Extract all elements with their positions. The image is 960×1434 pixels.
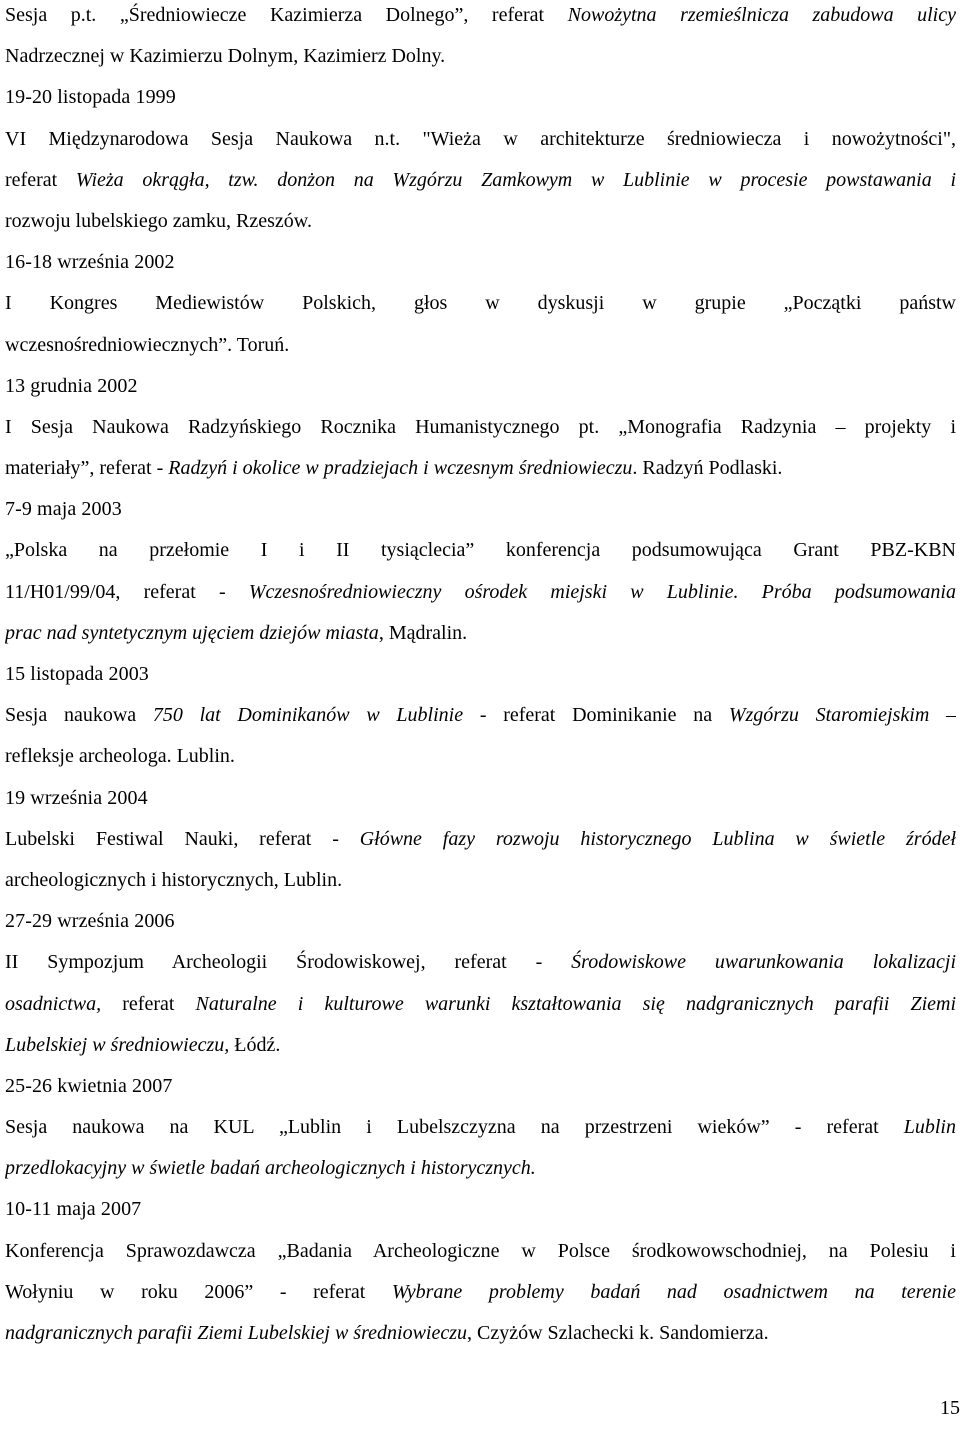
text-segment: materiały”, referat - [5, 457, 169, 480]
entry-line [5, 1107, 956, 1148]
text-segment: . Radzyń Podlaski. [632, 457, 783, 480]
text-segment: Lubelski Festiwal Nauki, referat - [5, 827, 360, 850]
text-segment: rozwoju lubelskiego zamku, Rzeszów. [5, 209, 312, 232]
italic-title-segment: prac nad syntetycznym ujęciem dziejów miasta [5, 621, 379, 644]
entry-date: 19-20 listopada 1999 [5, 86, 176, 109]
entry-line [5, 860, 956, 901]
entry-line [5, 0, 956, 36]
text-segment: Sesja naukowa na KUL „Lublin i Lubelszczyzna na przestrzeni wieków” - referat [5, 1116, 904, 1139]
italic-title-segment: Nowożytna rzemieślnicza zabudowa ulicy [567, 4, 956, 26]
text-segment: wczesnośredniowiecznych”. Toruń. [5, 333, 290, 356]
text-segment: , Czyżów Szlachecki k. Sandomierza. [467, 1322, 769, 1344]
conference-entry [5, 654, 956, 778]
entry-date: 13 grudnia 2002 [5, 374, 138, 397]
conference-entry [5, 1066, 956, 1190]
italic-title-segment: Wczesnośredniowieczny ośrodek miejski w Lublinie. Próba podsumowania [248, 580, 956, 603]
entry-line [5, 613, 956, 654]
entry-line [5, 201, 956, 242]
entry-line [5, 819, 956, 860]
italic-title-segment: Lublin [903, 1116, 956, 1139]
entry-date: 10-11 maja 2007 [5, 1198, 142, 1221]
entry-line [5, 36, 956, 77]
text-segment: I Sesja Naukowa Radzyńskiego Rocznika Humanistycznego pt. „Monografia Radzynia – projekty i [5, 415, 956, 438]
conference-entry [5, 489, 956, 654]
text-segment: refleksje archeologa. Lublin. [5, 745, 235, 768]
entry-date: 27-29 września 2006 [5, 910, 175, 933]
entry-line [5, 1313, 956, 1354]
text-segment: Sesja naukowa [5, 704, 153, 727]
italic-title-segment: Wzgórzu Staromiejskim – [728, 704, 956, 727]
italic-title-segment: Wybrane problemy badań nad osadnictwem na terenie [391, 1280, 956, 1303]
text-segment: referat [101, 992, 196, 1015]
italic-title-segment: Radzyń i okolice w pradziejach i wczesnym średniowieczu [168, 457, 633, 480]
text-segment: Łódź. [229, 1033, 281, 1056]
entry-date: 16-18 września 2002 [5, 251, 175, 274]
italic-title-segment: nadgranicznych parafii Ziemi Lubelskiej w średniowieczu [5, 1322, 468, 1344]
italic-title-segment: Naturalne i kulturowe warunki kształtowania się nadgranicznych parafii Ziemi [195, 992, 956, 1015]
entry-line [5, 119, 956, 160]
entry-line [5, 736, 956, 777]
italic-title-segment: Główne fazy rozwoju historycznego Lublina w świetle źródeł [359, 827, 956, 850]
text-segment: 11/H01/99/04, referat - [5, 580, 249, 603]
text-segment: Nadrzecznej w Kazimierzu Dolnym, Kazimierz Dolny. [5, 45, 446, 68]
entry-line [5, 160, 956, 201]
entry-line [5, 283, 956, 324]
entry-line [5, 448, 956, 489]
text-segment: „Polska na przełomie I i II tysiąclecia” konferencja podsumowująca Grant PBZ-KBN [5, 539, 956, 562]
entry-line [5, 572, 956, 613]
conference-entry [5, 0, 956, 77]
conference-entry [5, 1189, 956, 1354]
italic-title-segment: 750 lat Dominikanów w Lublinie [152, 704, 464, 727]
entry-line [5, 530, 956, 571]
entry-line [5, 695, 956, 736]
text-segment: referat [5, 168, 76, 191]
entry-line [5, 1148, 956, 1189]
entry-date: 25-26 kwietnia 2007 [5, 1074, 173, 1097]
conference-entry [5, 901, 956, 1066]
conference-entry [5, 242, 956, 366]
entry-line [5, 325, 956, 366]
italic-title-segment: Środowiskowe uwarunkowania lokalizacji [571, 951, 956, 974]
entry-line [5, 407, 956, 448]
italic-title-segment: osadnictwa, [5, 992, 102, 1015]
text-segment: - referat Dominikanie na [463, 704, 729, 727]
entry-line [5, 1025, 956, 1066]
conference-entry [5, 77, 956, 242]
entry-date: 7-9 maja 2003 [5, 498, 122, 521]
conference-entry [5, 366, 956, 490]
text-segment: , Mądralin. [378, 621, 468, 644]
conference-entry [5, 778, 956, 902]
italic-title-segment: Wieża okrągła, tzw. donżon na Wzgórzu Zamkowym w Lublinie w procesie powstawania i [75, 168, 956, 191]
page-number: 15 [940, 1397, 960, 1419]
entry-line [5, 1272, 956, 1313]
text-segment: VI Międzynarodowa Sesja Naukowa n.t. "Wieża w architekturze średniowiecza i nowożytności", [5, 127, 956, 150]
text-segment: Wołyniu w roku 2006” - referat [5, 1280, 392, 1303]
italic-title-segment: Lubelskiej w średniowieczu, [5, 1033, 230, 1056]
entry-line [5, 984, 956, 1025]
text-segment: archeologicznych i historycznych, Lublin. [5, 868, 343, 891]
entry-date: 19 września 2004 [5, 786, 148, 809]
text-segment: Konferencja Sprawozdawcza „Badania Archeologiczne w Polsce środkowowschodniej, na Polesiu i [5, 1239, 956, 1262]
text-segment: I Kongres Mediewistów Polskich, głos w dyskusji w grupie „Początki państw [5, 292, 956, 315]
entry-date: 15 listopada 2003 [5, 663, 149, 685]
entry-line [5, 942, 956, 983]
italic-title-segment: przedlokacyjny w świetle badań archeologicznych i historycznych. [5, 1157, 536, 1180]
conference-list [5, 0, 956, 1354]
text-segment: Sesja p.t. „Średniowiecze Kazimierza Dolnego”, referat [5, 4, 568, 26]
text-segment: II Sympozjum Archeologii Środowiskowej, referat - [5, 951, 572, 974]
entry-line [5, 1231, 956, 1272]
